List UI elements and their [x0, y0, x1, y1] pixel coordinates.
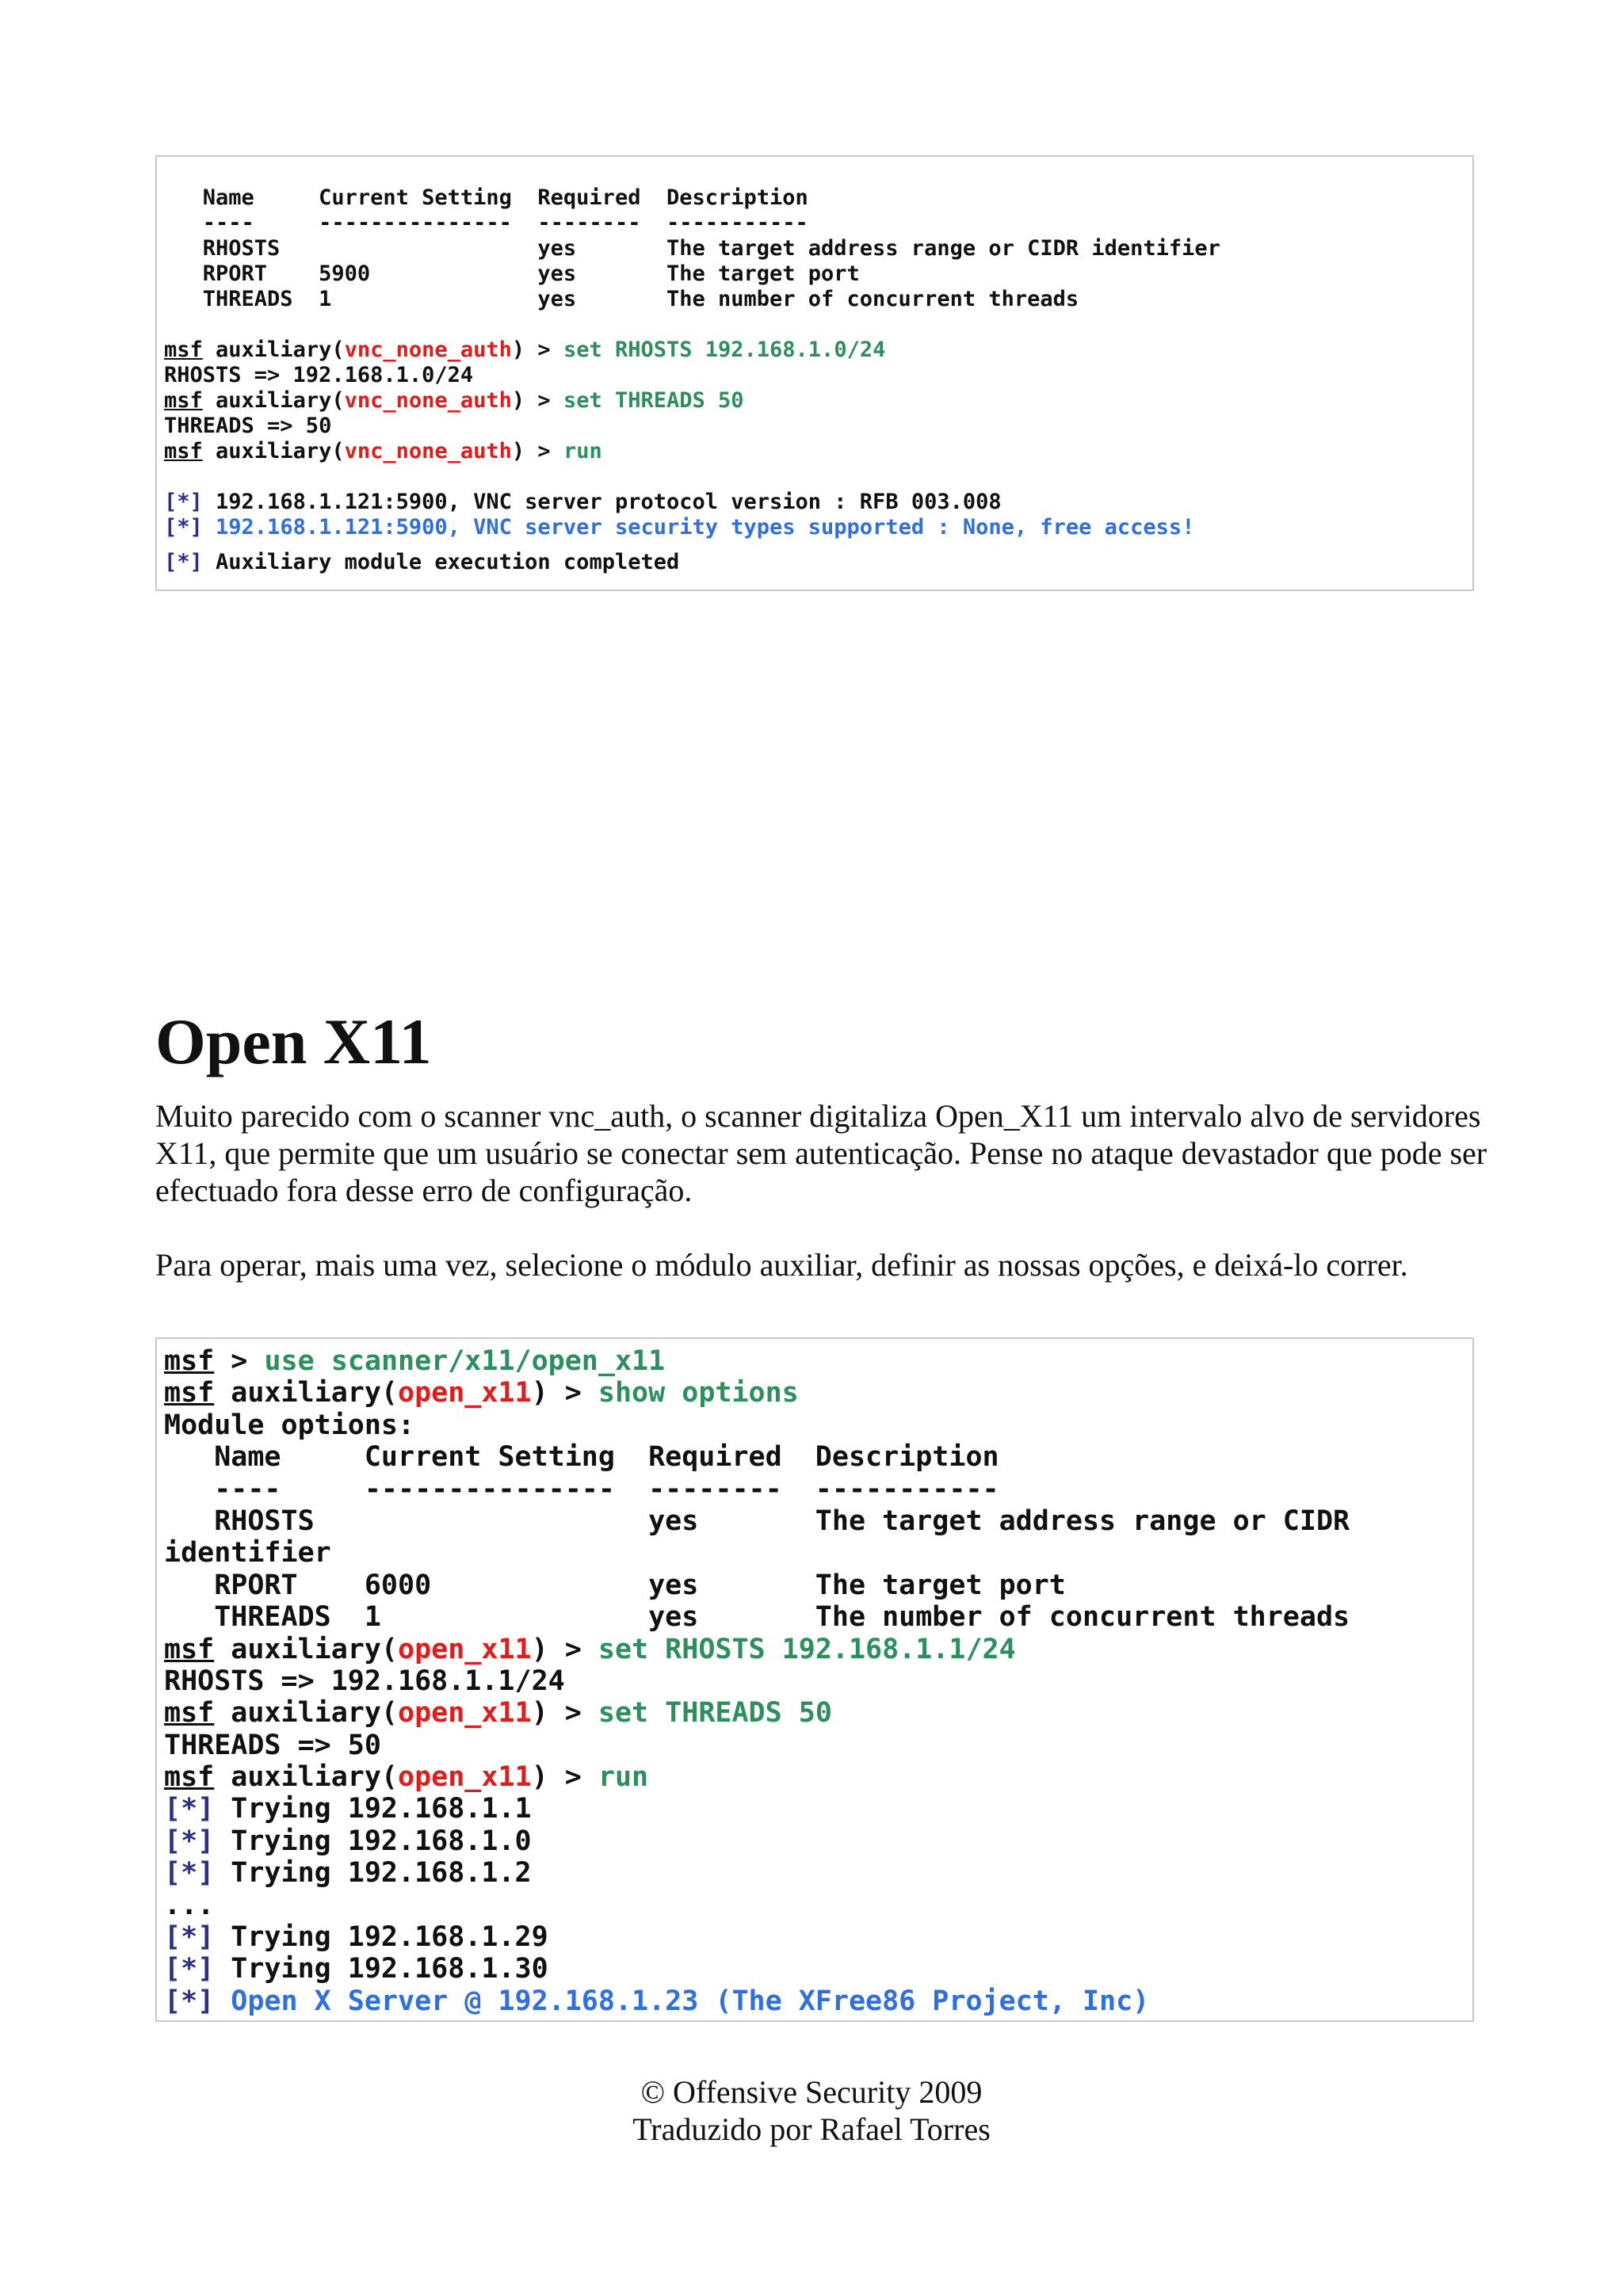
module-name: open_x11 — [398, 1697, 532, 1730]
msf-prompt: msf — [164, 1761, 215, 1794]
prompt-line: msf auxiliary(open_x11) > set THREADS 50 — [164, 1697, 832, 1730]
output-line: THREADS => 50 — [164, 414, 332, 438]
ellipsis-line: ... — [164, 1889, 215, 1921]
prompt-line: msf auxiliary(vnc_none_auth) > set THREADS 50 — [164, 388, 744, 413]
status-marker: [*] — [164, 490, 203, 514]
module-options-label: Module options: — [164, 1409, 415, 1441]
paragraph-intro: Muito parecido com o scanner vnc_auth, o scanner digitaliza Open_X11 um intervalo alvo de servidores X11, que permite que um usuário se conectar sem autenticação. Pense no ataque devastador que pode ser efectuado fora desse erro de configuração. — [155, 1098, 1487, 1208]
trying-line: [*] Trying 192.168.1.2 — [164, 1857, 532, 1890]
msf-prompt: msf — [164, 1345, 215, 1377]
result-line-highlight: [*] 192.168.1.121:5900, VNC server security types supported : None, free access! — [164, 515, 1195, 540]
output-line: THREADS => 50 — [164, 1729, 381, 1761]
status-marker: [*] — [164, 1921, 215, 1954]
options-row-threads: THREADS 1 yes The number of concurrent threads — [164, 1601, 1350, 1634]
options-table-divider: ---- --------------- -------- ----------- — [164, 1473, 999, 1505]
paragraph-instructions: Para operar, mais uma vez, selecione o módulo auxiliar, definir as nossas opções, e deixá-lo correr. — [155, 1247, 1408, 1283]
trying-line: [*] Trying 192.168.1.29 — [164, 1921, 548, 1954]
msf-prompt: msf — [164, 388, 203, 413]
module-name: open_x11 — [398, 1633, 532, 1665]
status-marker: [*] — [164, 550, 203, 574]
msf-prompt: msf — [164, 1633, 215, 1665]
output-line: RHOSTS => 192.168.1.0/24 — [164, 363, 474, 387]
status-marker: [*] — [164, 1825, 215, 1857]
status-marker: [*] — [164, 1793, 215, 1825]
msf-prompt: msf — [164, 1377, 215, 1409]
output-line: RHOSTS => 192.168.1.1/24 — [164, 1665, 565, 1697]
msf-prompt: msf — [164, 1697, 215, 1730]
prompt-line: msf auxiliary(vnc_none_auth) > run — [164, 439, 602, 463]
module-name: open_x11 — [398, 1761, 532, 1794]
command-text: set RHOSTS 192.168.1.0/24 — [563, 338, 886, 362]
command-text: run — [598, 1761, 649, 1794]
options-table-header: Name Current Setting Required Description — [164, 1441, 999, 1474]
command-text: set THREADS 50 — [563, 388, 744, 413]
prompt-line: msf auxiliary(open_x11) > set RHOSTS 192.168.1.1/24 — [164, 1633, 1016, 1665]
command-text: run — [563, 439, 602, 463]
module-name: vnc_none_auth — [344, 338, 512, 362]
section-heading: Open X11 — [155, 1005, 432, 1077]
command-text: set RHOSTS 192.168.1.1/24 — [598, 1633, 1016, 1665]
trying-line: [*] Trying 192.168.1.1 — [164, 1793, 532, 1825]
prompt-line: msf auxiliary(open_x11) > run — [164, 1761, 649, 1794]
trying-line: [*] Trying 192.168.1.0 — [164, 1825, 532, 1857]
trying-line: [*] Trying 192.168.1.30 — [164, 1953, 548, 1985]
module-name: vnc_none_auth — [344, 388, 512, 413]
prompt-line: msf auxiliary(vnc_none_auth) > set RHOSTS 192.168.1.0/24 — [164, 338, 886, 362]
terminal-output-x11 — [155, 1337, 1474, 2022]
status-marker: [*] — [164, 1985, 215, 2017]
prompt-line: msf auxiliary(open_x11) > show options — [164, 1377, 799, 1409]
options-row-rport: RPORT 5900 yes The target port — [164, 261, 860, 286]
module-name: open_x11 — [398, 1377, 532, 1409]
command-text: show options — [598, 1377, 799, 1409]
options-row-threads: THREADS 1 yes The number of concurrent threads — [164, 287, 1079, 311]
found-server-line: [*] Open X Server @ 192.168.1.23 (The XFree86 Project, Inc) — [164, 1985, 1150, 2017]
status-marker: [*] — [164, 515, 203, 540]
msf-prompt: msf — [164, 338, 203, 362]
status-marker: [*] — [164, 1953, 215, 1985]
options-table-divider: ---- --------------- -------- ----------- — [164, 211, 808, 235]
terminal-output-vnc — [155, 155, 1474, 591]
footer-copyright: © Offensive Security 2009 — [640, 2074, 983, 2110]
options-row-rhosts: RHOSTS yes The target address range or CIDR identifier — [164, 236, 1220, 261]
prompt-line: msf > use scanner/x11/open_x11 — [164, 1345, 666, 1377]
command-text: use scanner/x11/open_x11 — [264, 1345, 666, 1377]
result-line: [*] 192.168.1.121:5900, VNC server protocol version : RFB 003.008 — [164, 490, 1002, 514]
command-text: set THREADS 50 — [598, 1697, 832, 1730]
options-row-rhosts: RHOSTS yes The target address range or CIDR — [164, 1505, 1350, 1537]
module-name: vnc_none_auth — [344, 439, 512, 463]
options-row-rhosts-wrap: identifier — [164, 1537, 331, 1569]
footer-translator: Traduzido por Rafael Torres — [632, 2111, 991, 2147]
status-marker: [*] — [164, 1857, 215, 1890]
msf-prompt: msf — [164, 439, 203, 463]
completed-line: [*] Auxiliary module execution completed — [164, 550, 680, 574]
options-row-rport: RPORT 6000 yes The target port — [164, 1569, 1066, 1601]
options-table-header: Name Current Setting Required Description — [164, 185, 808, 210]
